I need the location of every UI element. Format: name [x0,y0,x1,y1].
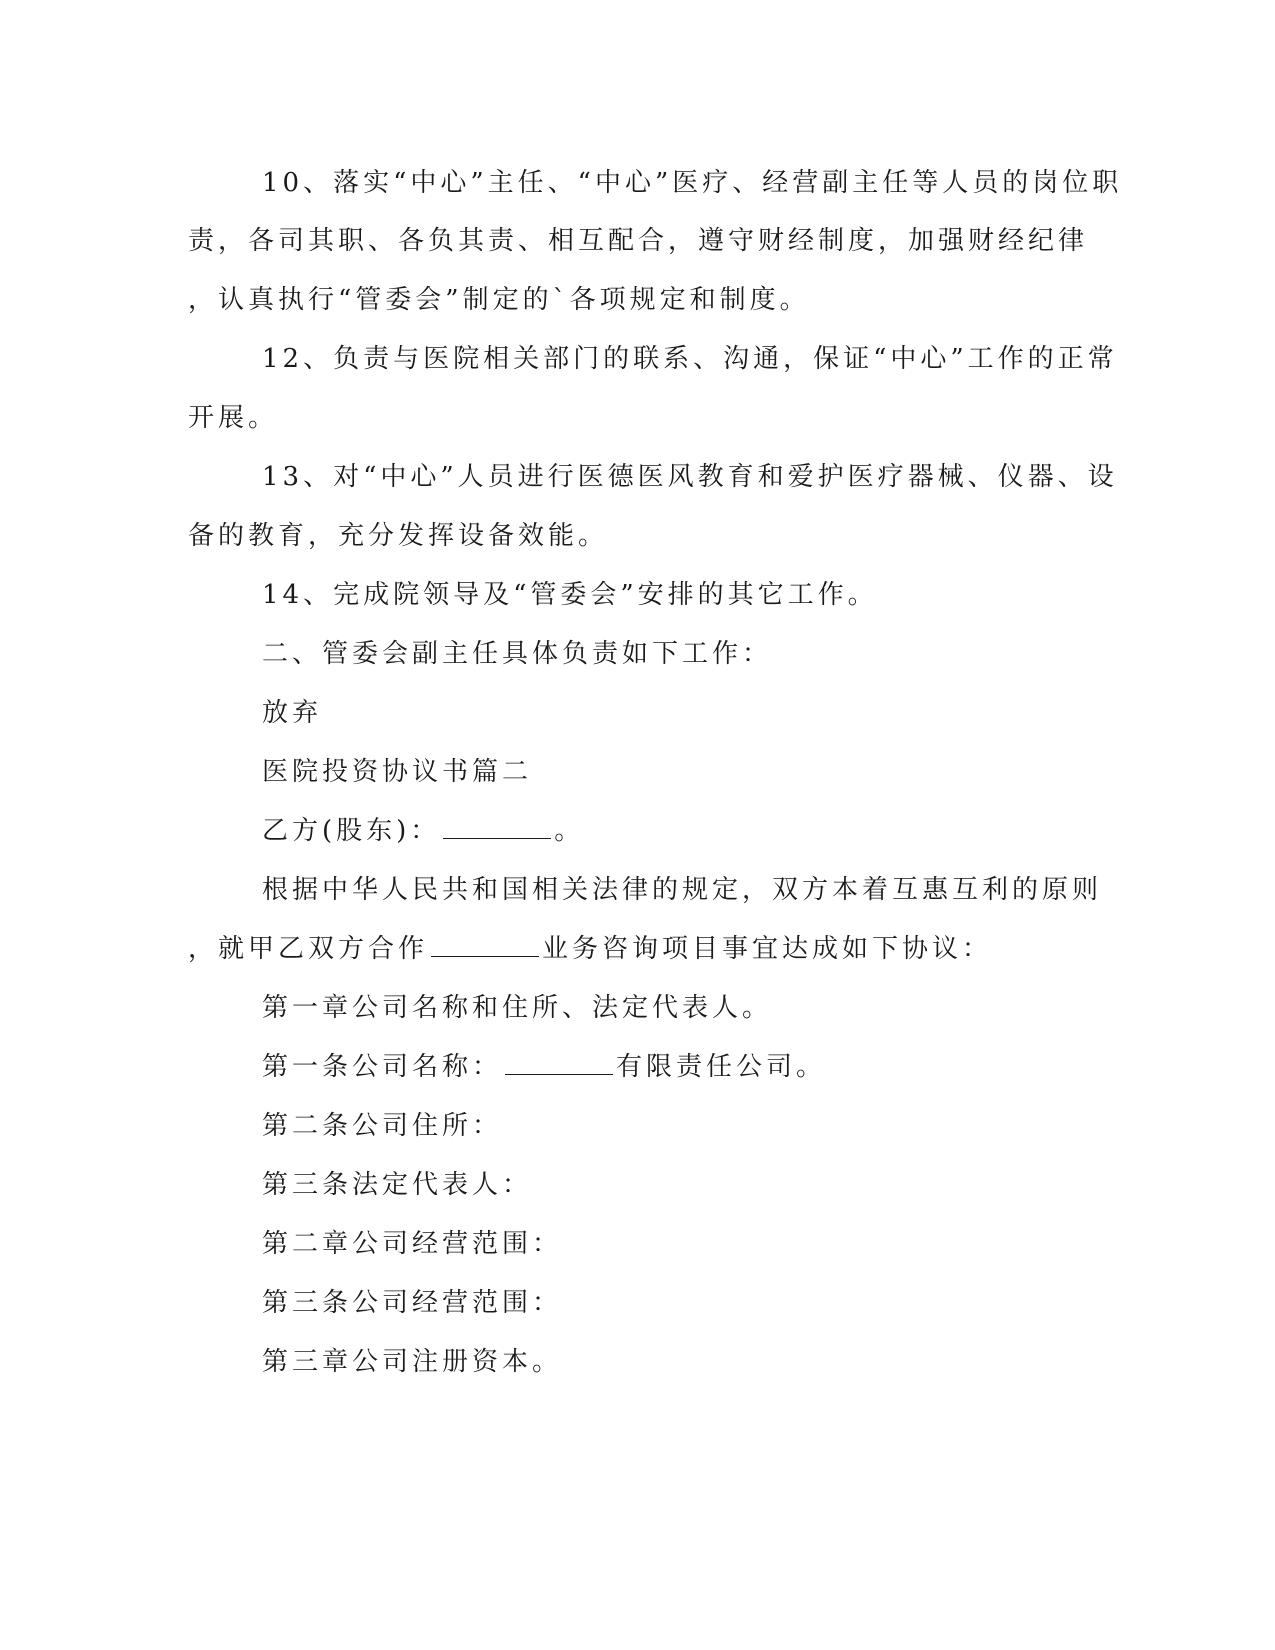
company-name-blank [505,1050,613,1075]
party-b-label: 乙方(股东)： [262,816,441,846]
agreement-intro-line-2 [188,932,992,966]
chapter-3-heading: 第三章公司注册资本。 [262,1347,563,1377]
chapter-1-heading: 第一章公司名称和住所、法定代表人。 [262,993,773,1023]
paragraph-10-line-1: 10、落实“中心”主任、“中心”医疗、经营副主任等人员的岗位职 [262,168,1123,198]
company-name-after: 有限责任公司。 [616,1052,827,1082]
article-legal-representative: 第三条法定代表人： [262,1170,533,1200]
section-heading-vice-director: 二、管委会副主任具体负责如下工作： [262,639,773,669]
paragraph-10-line-2: 责，各司其职、各负其责、相互配合，遵守财经制度，加强财经纪律 [188,226,1089,256]
article-company-address: 第二条公司住所： [262,1111,503,1141]
agreement-intro-line-1: 根据中华人民共和国相关法律的规定，双方本着互惠互利的原则 [262,875,1103,905]
cooperation-blank [431,932,539,957]
paragraph-14: 14、完成院领导及“管委会”安排的其它工作。 [262,580,878,610]
party-b-blank [443,814,551,839]
chapter-2-heading: 第二章公司经营范围： [262,1229,563,1259]
party-b-end: 。 [554,816,585,846]
party-b-line [262,814,584,848]
cooperation-after: 业务咨询项目事宜达成如下协议： [542,934,993,964]
paragraph-12-line-1: 12、负责与医院相关部门的联系、沟通，保证“中心”工作的正常 [262,344,1118,374]
document-title-part-two: 医院投资协议书篇二 [262,757,533,787]
paragraph-13-line-1: 13、对“中心”人员进行医德医风教育和爱护医疗器械、仪器、设 [262,462,1118,492]
paragraph-10-line-3: ，认真执行“管委会”制定的`各项规定和制度。 [188,285,810,315]
paragraph-13-line-2: 备的教育，充分发挥设备效能。 [188,521,609,551]
article-company-name [262,1050,826,1084]
paragraph-12-line-2: 开展。 [188,403,279,433]
text-abandon: 放弃 [262,698,323,728]
cooperation-before: ，就甲乙双方合作 [188,934,429,964]
company-name-label: 第一条公司名称： [262,1052,503,1082]
article-business-scope: 第三条公司经营范围： [262,1288,563,1318]
